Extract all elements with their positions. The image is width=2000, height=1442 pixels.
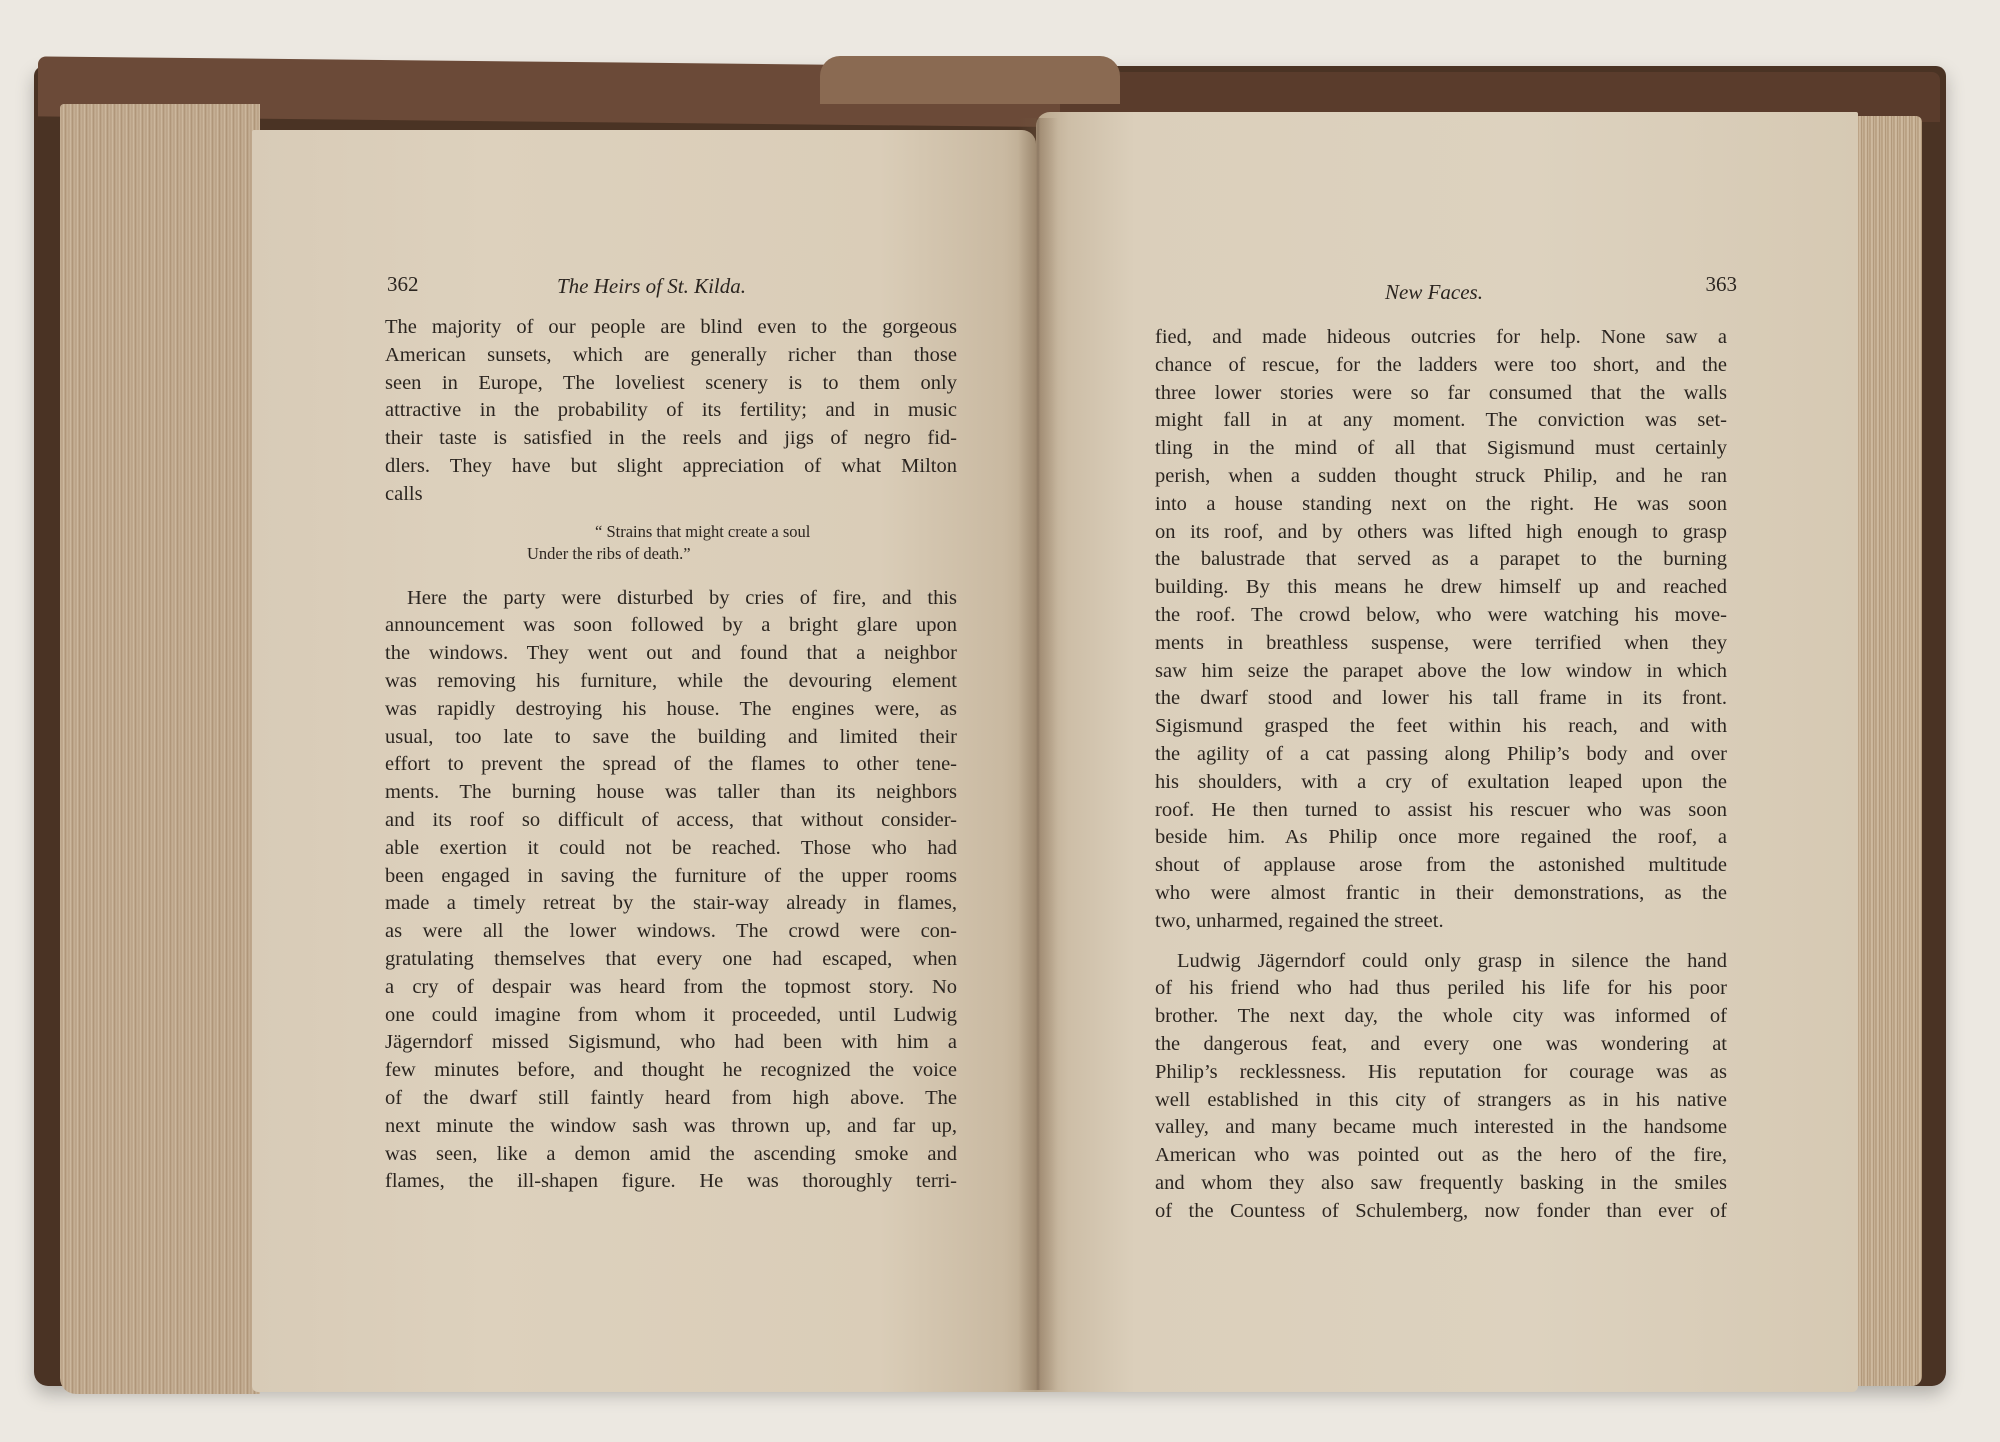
text-line: a cry of despair was heard from the topmost story. No	[385, 975, 957, 998]
text-line: few minutes before, and thought he recognized the voice	[385, 1059, 957, 1082]
text-line: made a timely retreat by the stair-way already in flames,	[385, 892, 957, 915]
text-line: of the dwarf still faintly heard from high above. The	[385, 1086, 957, 1109]
text-line: as were all the lower windows. The crowd were con-	[385, 920, 957, 943]
text-line: their taste is satisfied in the reels and jigs of negro fid-	[385, 427, 957, 450]
right-page-text	[1155, 272, 1737, 1226]
text-line: three lower stories were so far consumed that the walls	[1155, 381, 1727, 404]
text-line: was removing his furniture, while the devouring element	[385, 669, 957, 692]
text-line: ments in breathless suspense, were terrified when they	[1155, 631, 1727, 654]
left-page-header	[385, 272, 957, 312]
text-line: the balustrade that served as a parapet to the burning	[1155, 548, 1727, 571]
text-line: of the Countess of Schulemberg, now fonder than ever of	[1155, 1199, 1727, 1222]
text-line: and its roof so difficult of access, that without consider-	[385, 808, 957, 831]
text-line: fied, and made hideous outcries for help. None saw a	[1155, 326, 1727, 348]
book-spine	[820, 56, 1120, 104]
block-quote	[385, 521, 957, 565]
page-edges-left	[60, 104, 260, 1394]
text-line: American sunsets, which are generally richer than those	[385, 343, 957, 366]
text-line: shout of applause arose from the astonished multitude	[1155, 854, 1727, 877]
text-line: might fall in at any moment. The conviction was set-	[1155, 409, 1727, 432]
text-line: Ludwig Jägerndorf could only grasp in silence the hand	[1177, 949, 1727, 972]
text-line: valley, and many became much interested in the handsome	[1155, 1116, 1727, 1139]
text-line: usual, too late to save the building and limited their	[385, 725, 957, 748]
text-line: gratulating themselves that every one had escaped, when	[385, 947, 957, 970]
text-line: attractive in the probability of its fertility; and in music	[385, 399, 957, 422]
text-line: was seen, like a demon amid the ascending smoke and	[385, 1142, 957, 1165]
page-number: 362	[387, 272, 419, 296]
text-line: who were almost frantic in their demonstrations, as the	[1155, 881, 1727, 904]
text-line: roof. He then turned to assist his rescuer who was soon	[1155, 798, 1727, 821]
text-line: the windows. They went out and found that a neighbor	[385, 642, 957, 665]
text-line: one could imagine from whom it proceeded, until Ludwig	[385, 1003, 957, 1026]
text-line: Sigismund grasped the feet within his reach, and with	[1155, 715, 1727, 738]
quote-line: “ Strains that might create a soul	[595, 521, 811, 541]
text-line: brother. The next day, the whole city was informed of	[1155, 1005, 1727, 1028]
text-line: was rapidly destroying his house. The engines were, as	[385, 697, 957, 720]
text-line: the dwarf stood and lower his tall frame in its front.	[1155, 687, 1727, 710]
text-line: his shoulders, with a cry of exultation leaped upon the	[1155, 770, 1727, 793]
text-line: on its roof, and by others was lifted high enough to grasp	[1155, 520, 1727, 543]
gutter-shadow	[1018, 118, 1058, 1390]
text-line: next minute the window sash was thrown up, and far up,	[385, 1114, 957, 1137]
text-line: beside him. As Philip once more regained the roof, a	[1155, 826, 1727, 849]
text-line: calls	[385, 482, 423, 505]
quote-line: Under the ribs of death.”	[527, 543, 691, 563]
paragraph	[1155, 324, 1727, 936]
text-line: been engaged in saving the furniture of the upper rooms	[385, 864, 957, 887]
text-line: Jägerndorf missed Sigismund, who had been with him a	[385, 1031, 957, 1054]
text-line: ments. The burning house was taller than its neighbors	[385, 781, 957, 804]
paragraph	[385, 585, 957, 1197]
text-line: saw him seize the parapet above the low window in which	[1155, 659, 1727, 682]
text-line: dlers. They have but slight appreciation of what Milton	[385, 454, 957, 477]
text-line: well established in this city of strangers as in his native	[1155, 1088, 1727, 1111]
text-line: perish, when a sudden thought struck Philip, and he ran	[1155, 464, 1727, 487]
text-line: seen in Europe, The loveliest scenery is to them only	[385, 371, 957, 394]
text-line: flames, the ill-shapen figure. He was thoroughly terri-	[385, 1170, 957, 1193]
text-line: Philip’s recklessness. His reputation for courage was as	[1155, 1060, 1727, 1083]
text-line: effort to prevent the spread of the flames to other tene-	[385, 753, 957, 776]
text-line: The majority of our people are blind even to the gorgeous	[385, 316, 957, 338]
text-line: tling in the mind of all that Sigismund must certainly	[1155, 437, 1727, 460]
text-line: of his friend who had thus periled his life for his poor	[1155, 977, 1727, 1000]
text-line: the agility of a cat passing along Philip’s body and over	[1155, 742, 1727, 765]
text-line: building. By this means he drew himself up and reached	[1155, 576, 1727, 599]
paragraph	[385, 314, 957, 509]
text-line: chance of rescue, for the ladders were too short, and the	[1155, 353, 1727, 376]
running-title: The Heirs of St. Kilda.	[557, 274, 747, 298]
text-line: the dangerous feat, and every one was wondering at	[1155, 1032, 1727, 1055]
page-number: 363	[1705, 272, 1737, 296]
left-page-text	[385, 272, 957, 1196]
text-line: and whom they also saw frequently basking in the smiles	[1155, 1171, 1727, 1194]
text-line: able exertion it could not be reached. Those who had	[385, 836, 957, 859]
text-line: two, unharmed, regained the street.	[1155, 909, 1444, 932]
paragraph	[1155, 948, 1727, 1226]
page-edges-right	[1850, 116, 1922, 1386]
text-line: announcement was soon followed by a bright glare upon	[385, 614, 957, 637]
text-line: Here the party were disturbed by cries of fire, and this	[407, 586, 957, 609]
running-title: New Faces.	[1385, 280, 1483, 304]
text-line: into a house standing next on the right. He was soon	[1155, 492, 1727, 515]
right-page-header	[1155, 272, 1737, 312]
text-line: the roof. The crowd below, who were watching his move-	[1155, 603, 1727, 626]
text-line: American who was pointed out as the hero of the fire,	[1155, 1144, 1727, 1167]
